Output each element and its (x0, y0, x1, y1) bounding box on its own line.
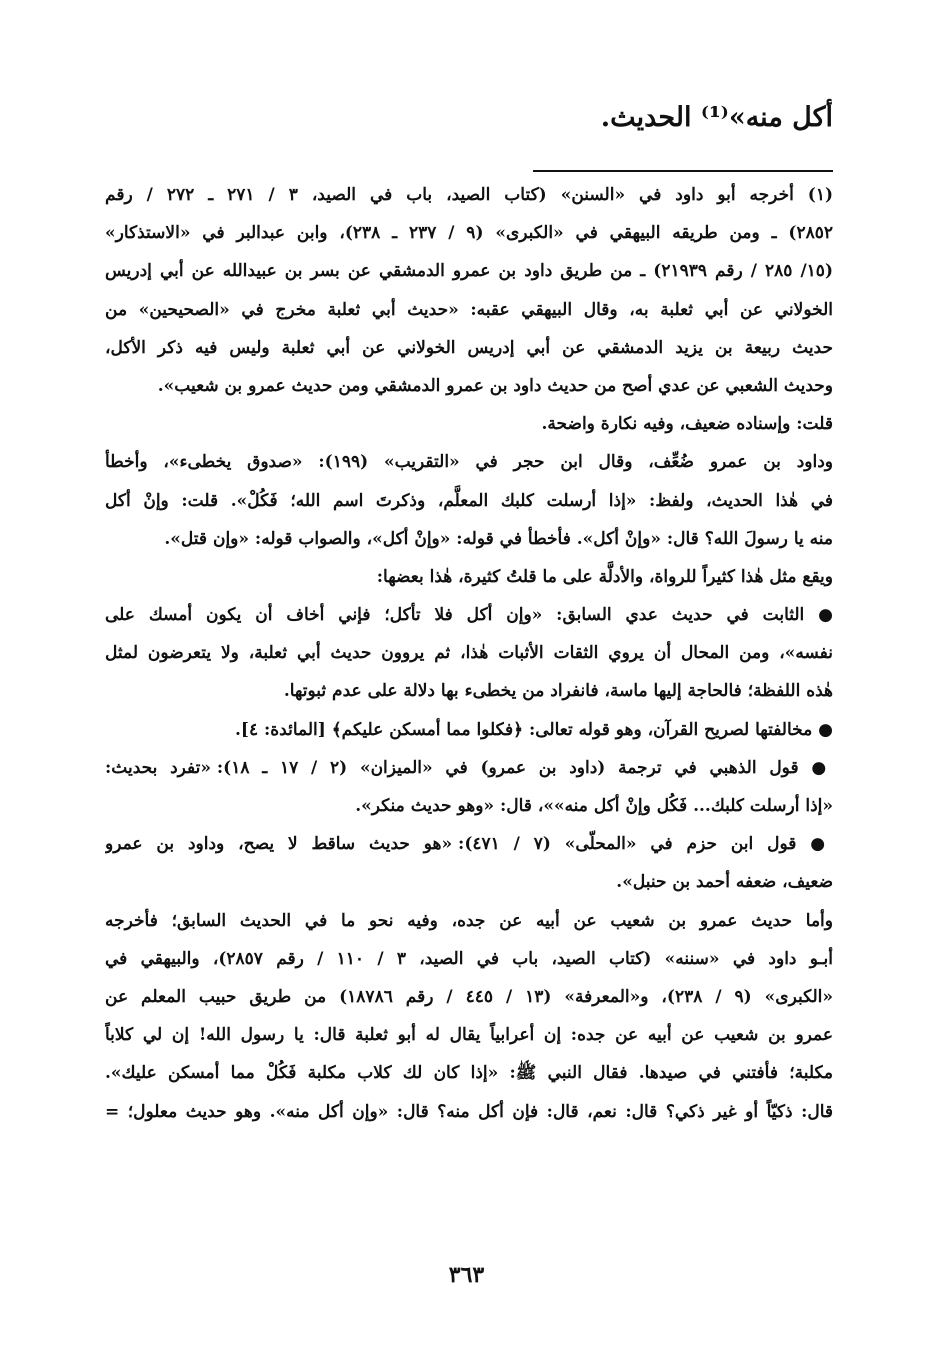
footnotes-block (105, 176, 833, 1131)
footnote-divider (533, 170, 833, 172)
footnote-line: مكلبة؛ فأفتني في صيدها. فقال النبي ﷺ: «إذا كان لك كلاب مكلبة فَكُلْ مما أمسكن عليك». (105, 1063, 833, 1084)
footnote-line: «الكبرى» (٩ / ٢٣٨)، و«المعرفة» (١٣ / ٤٤٥ / رقم ١٨٧٨٦) من طريق حبيب المعلم عن (105, 986, 833, 1007)
footnote-line: وداود بن عمرو ضُعِّف، وقال ابن حجر في «التقريب» (١٩٩): «صدوق يخطىء»، وأخطأ (105, 452, 833, 473)
footnote-line: أبـو داود في «سننه» (كتاب الصيد، باب في الصيد، ٣ / ١١٠ / رقم ٢٨٥٧)، والبيهقي في (105, 948, 833, 969)
footnote-line: ٢٨٥٢) ـ ومن طريقه البيهقي في «الكبرى» (٩ / ٢٣٧ ـ ٢٣٨)، وابن عبدالبر في «الاستذكار» (105, 223, 833, 244)
footnote-line: ● مخالفتها لصريح القرآن، وهو قوله تعالى: ﴿فكلوا مما أمسكن عليكم﴾ [المائدة: ٤]. (234, 719, 833, 740)
footnote-line: ● قول الذهبي في ترجمة (داود بن عمرو) في «الميزان» (٢ / ١٧ ـ ١٨): «تفرد بحديث: (105, 757, 833, 778)
footnote-line: «إذا أرسلت كلبك... فَكُل وإنْ أكل منه»»، قال: «وهو حديث منكر». (355, 796, 833, 816)
footnote-line: في هٰذا الحديث، ولفظ: «إذا أرسلت كلبك المعلَّم، وذكرتَ اسم الله؛ فَكُلْ». قلت: وإنْ أكل (105, 490, 833, 511)
footnote-line: وأما حديث عمرو بن شعيب عن أبيه عن جده، وفيه نحو ما في الحديث السابق؛ فأخرجه (105, 910, 833, 931)
footnote-line: حديث ربيعة بن يزيد الدمشقي عن أبي إدريس الخولاني عن أبي ثعلبة وليس فيه ذكر الأكل، (105, 337, 833, 358)
footnote-line: منه يا رسولَ الله؟ قال: «وإنْ أكل». فأخطأ في قوله: «وإنْ أكل»، والصواب قوله: «وإن قتل». (164, 528, 833, 549)
footnote-line: ويقع مثل هٰذا كثيراً للرواة، والأدلَّة على ما قلتُ كثيرة، هٰذا بعضها: (376, 566, 833, 587)
footnote-line: ● الثابت في حديث عدي السابق: «وإن أكل فلا تأكل؛ فإني أخاف أن يكون أمسك على (105, 605, 833, 626)
footnote-line: عمرو بن شعيب عن أبيه عن جده: إن أعرابياً يقال له أبو ثعلبة قال: يا رسول الله! إن لي كلاباً (105, 1025, 833, 1046)
footnote-line: قال: ذكيّاً أو غير ذكي؟ قال: نعم، قال: فإن أكل منه؟ قال: «وإن أكل منه». وهو حديث معلول؛ = (105, 1101, 833, 1122)
footnote-line: الخولاني عن أبي ثعلبة به، وقال البيهقي عقبه: «حديث أبي ثعلبة مخرج في «الصحيحين» من (105, 299, 833, 320)
footnote-line: (١٥/ ٢٨٥ / رقم ٢١٩٣٩) ـ من طريق داود بن عمرو الدمشقي عن بسر بن عبيدالله عن أبي إدريس (105, 261, 833, 282)
footnote-line: وحديث الشعبي عن عدي أصح من حديث داود بن عمرو الدمشقي ومن حديث عمرو بن شعيب». (157, 375, 833, 396)
footnote-line: ● قول ابن حزم في «المحلّى» (٧ / ٤٧١): «هو حديث ساقط لا يصح، وداود بن عمرو (105, 834, 833, 855)
footnote-line: نفسه»، ومن المحال أن يروي الثقات الأثبات هٰذا، ثم يروون حديث أبي ثعلبة، ولا يتعرضون لمثل (105, 643, 833, 664)
footnote-line: قلت: وإسناده ضعيف، وفيه نكارة واضحة. (541, 414, 833, 435)
main-text-line: أكل منه»⁽¹⁾ الحديث. (600, 102, 833, 133)
footnote-line: (١) أخرجه أبو داود في «السنن» (كتاب الصيد، باب في الصيد، ٣ / ٢٧١ ـ ٢٧٢ / رقم (105, 185, 833, 205)
footnote-line: ضعيف، ضعفه أحمد بن حنبل». (616, 872, 833, 893)
page-number: ٣٦٣ (448, 1262, 485, 1288)
footnote-line: هٰذه اللفظة؛ فالحاجة إليها ماسة، فانفراد من يخطىء بها دلالة على عدم ثبوتها. (283, 681, 833, 702)
